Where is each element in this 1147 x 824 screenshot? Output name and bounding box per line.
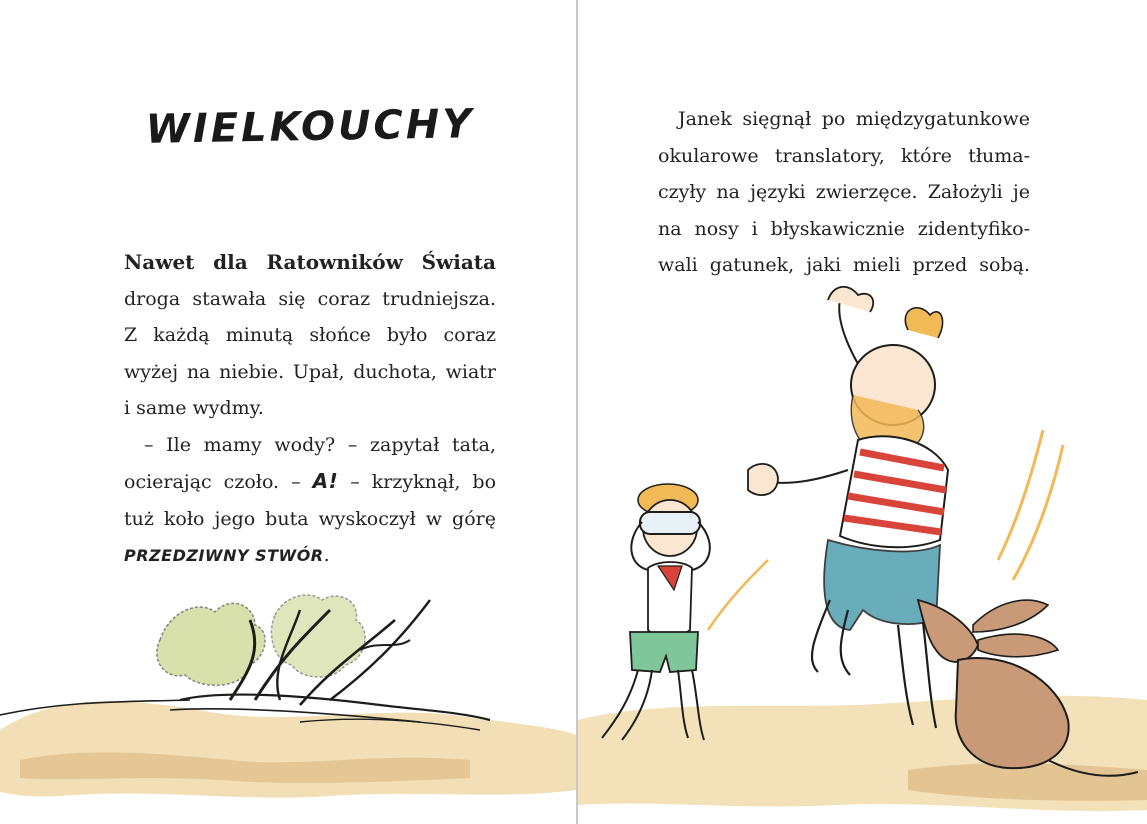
text-line: i same wydmy. xyxy=(124,397,264,419)
text-line: wyżej na niebie. Upał, duchota, wiatr xyxy=(124,360,496,383)
dialogue-line: tuż koło jego buta wyskoczył w górę xyxy=(124,507,496,530)
text-line: wali gatunek, jaki mieli przed sobą. xyxy=(658,254,1030,276)
sand-wash xyxy=(0,701,576,797)
text-line: Z każdą minutą słońce było coraz xyxy=(124,324,496,346)
dad-leg xyxy=(812,600,830,672)
motion-line xyxy=(1013,445,1063,580)
dialogue-text: ocierając czoło. – xyxy=(124,471,313,493)
fennec-body xyxy=(956,658,1069,768)
fennec-ear xyxy=(978,634,1058,657)
text-line: droga stawała się coraz trudniejsza. xyxy=(124,287,496,310)
dialogue-text: – krzyknął, bo xyxy=(338,471,497,493)
text-line: okularowe translatory, które tłuma- xyxy=(658,144,1030,167)
dialogue-line: – Ile mamy wody? – zapytał tata, xyxy=(144,433,496,456)
chapter-title: WIELKOUCHY xyxy=(145,101,475,153)
dad-arm xyxy=(768,470,848,483)
boy-shorts xyxy=(630,632,698,672)
boy-goggles xyxy=(640,512,700,534)
dad-hand xyxy=(748,464,778,495)
motion-line xyxy=(708,560,768,630)
dad-hand xyxy=(828,287,873,312)
text-line: na nosy i błyskawicznie zidentyfiko- xyxy=(658,217,1030,240)
boy-dad-fennec-illustration xyxy=(578,0,1147,824)
motion-line xyxy=(998,430,1043,560)
dad-figure xyxy=(748,287,948,728)
text-line: Janek sięgnął po międzygatunkowe xyxy=(678,108,1030,130)
creature-caps-text: PRZEDZIWNY STWÓR xyxy=(124,546,324,565)
text-line-lead: Nawet dla Ratowników Świata xyxy=(124,250,496,274)
exclamation-text: A! xyxy=(312,469,339,493)
boy-figure xyxy=(602,484,710,740)
dad-hair-bun xyxy=(905,308,942,338)
bush-clump xyxy=(271,595,365,677)
fennec-ear xyxy=(973,600,1048,632)
right-page xyxy=(578,0,1147,824)
text-line: czyły na języki zwierzęce. Założyli je xyxy=(658,181,1030,203)
dialogue-text: . xyxy=(323,544,330,566)
bush-clump xyxy=(157,603,265,685)
